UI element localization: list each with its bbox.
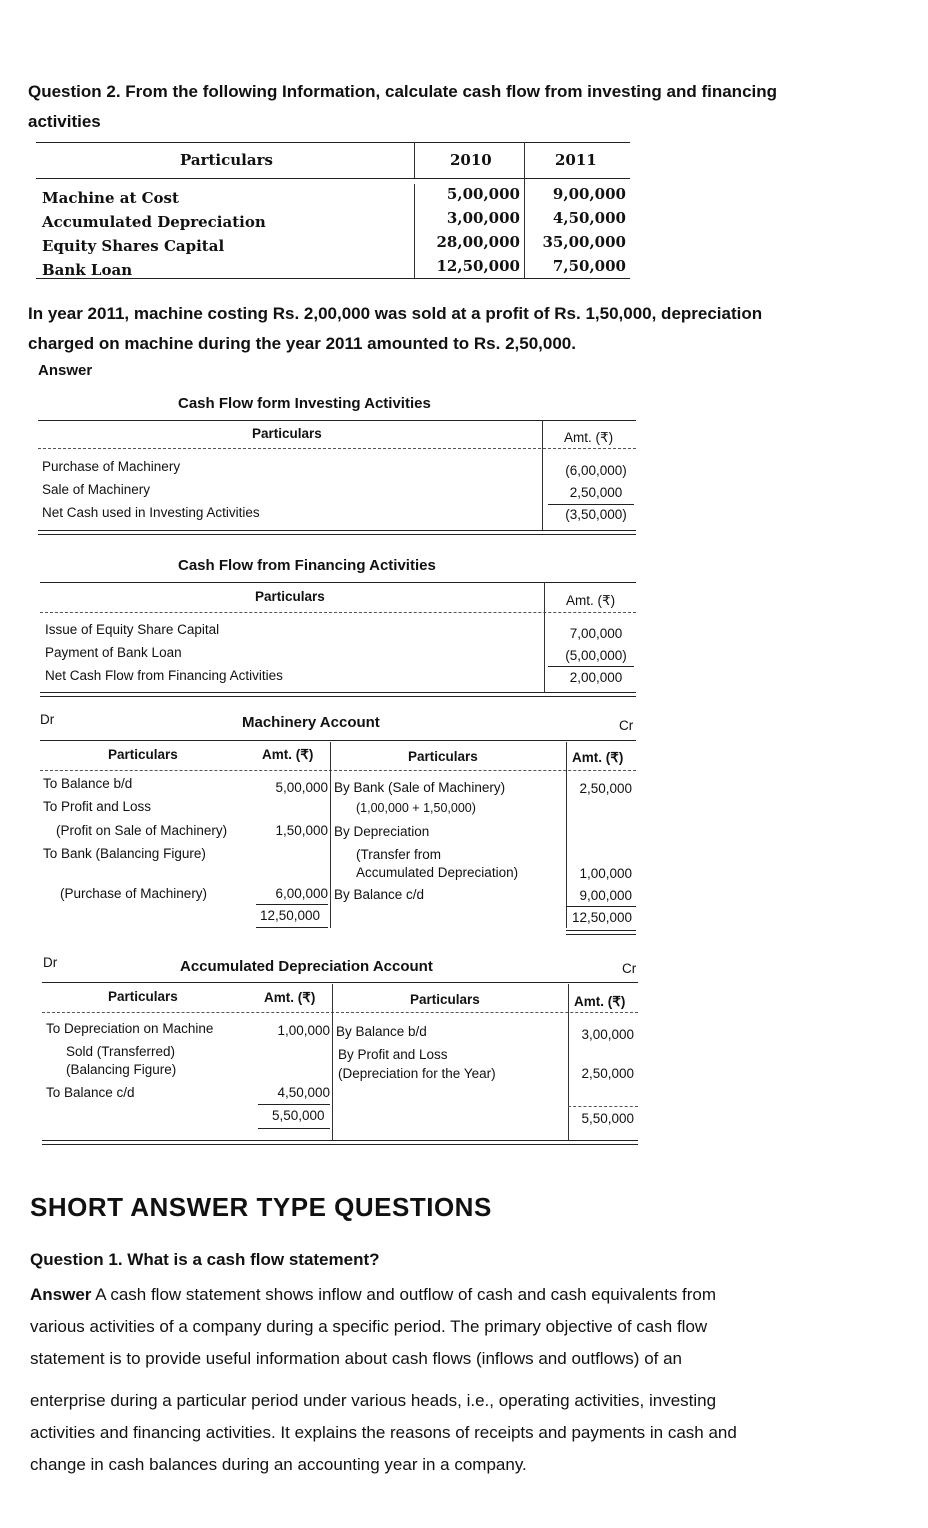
acc-dep-debit-line: Sold (Transferred) [66,1044,176,1059]
acc-dep-credit-total: 5,50,000 [581,1111,634,1126]
answer-line: statement is to provide useful information about cash flows (inflows and outflows) of an [30,1349,683,1368]
financing-col-amt: Amt. (₹) [566,593,616,608]
machinery-credit-col-particulars: Particulars [408,749,478,764]
machinery-debit-line: To Profit and Loss [43,799,152,814]
answer-line: enterprise during a particular period under various heads, i.e., operating activities, investing [30,1391,717,1410]
investing-row-amt: (6,00,000) [565,463,627,478]
machinery-credit-line: By Balance c/d [334,887,425,902]
acc-dep-credit-col-amt: Amt. (₹) [574,994,626,1009]
info-row-label: Accumulated Depreciation [42,213,266,231]
machinery-credit-line: Accumulated Depreciation) [356,865,519,880]
machinery-credit-line: (Transfer from [356,847,442,862]
financing-row-amt: 7,00,000 [569,626,623,641]
machinery-credit-amt: 9,00,000 [579,888,632,903]
short-answer-question-1: Question 1. What is a cash flow statement? [30,1250,380,1269]
acc-dep-credit-amt: 3,00,000 [581,1027,634,1042]
info-row-2010: 5,00,000 [446,185,520,203]
acc-dep-credit-line: By Balance b/d [336,1024,427,1039]
machinery-debit-line: To Balance b/d [43,776,133,791]
financing-col-particulars: Particulars [255,589,325,604]
short-answer-heading: SHORT ANSWER TYPE QUESTIONS [30,1192,492,1222]
acc-dep-credit-line: (Depreciation for the Year) [338,1066,496,1081]
acc-dep-title: Accumulated Depreciation Account [180,958,433,975]
machinery-credit-amt: 2,50,000 [579,781,632,796]
acc-dep-debit-amt: 1,00,000 [277,1023,330,1038]
acc-dep-debit-line: To Depreciation on Machine [46,1021,214,1036]
acc-dep-debit-col-particulars: Particulars [108,989,178,1004]
financing-row-label: Issue of Equity Share Capital [45,622,220,637]
investing-row-label: Sale of Machinery [42,482,151,497]
answer-label: Answer [38,362,93,379]
short-answer-paragraph [30,1279,910,1481]
info-row-2011: 4,50,000 [552,209,626,227]
acc-dep-credit-line: By Profit and Loss [338,1047,448,1062]
info-row-2010: 3,00,000 [446,209,520,227]
answer-line: activities and financing activities. It explains the reasons of receipts and payments in cash and [30,1423,737,1442]
info-row-2011: 35,00,000 [542,233,626,251]
question-2-title-cont: activities [28,112,101,131]
machinery-debit-line: (Purchase of Machinery) [60,886,208,901]
acc-dep-dr-label: Dr [43,955,58,970]
investing-row-label: Purchase of Machinery [42,459,181,474]
answer-line: various activities of a company during a specific period. The primary objective of cash flow [30,1317,708,1336]
acc-dep-credit-col-particulars: Particulars [410,992,480,1007]
machinery-debit-amt: 5,00,000 [275,780,328,795]
acc-dep-cr-label: Cr [622,961,637,976]
short-answer-answer-label: Answer [30,1285,92,1304]
investing-col-particulars: Particulars [252,426,322,441]
note-line-1: In year 2011, machine costing Rs. 2,00,000 was sold at a profit of Rs. 1,50,000, depreciation [28,304,763,323]
acc-dep-debit-line: (Balancing Figure) [66,1062,177,1077]
machinery-debit-line: To Bank (Balancing Figure) [43,846,206,861]
machinery-debit-col-amt: Amt. (₹) [262,747,314,762]
machinery-credit-amt: 1,00,000 [579,866,632,881]
acc-dep-debit-total: 5,50,000 [272,1108,325,1123]
machinery-dr-label: Dr [40,712,55,727]
investing-title: Cash Flow form Investing Activities [178,395,431,412]
machinery-debit-total: 12,50,000 [260,908,321,923]
acc-dep-debit-line: To Balance c/d [46,1085,135,1100]
financing-row-label: Net Cash Flow from Financing Activities [45,668,283,683]
answer-line: change in cash balances during an accounting year in a company. [30,1455,527,1474]
machinery-title: Machinery Account [242,714,380,731]
acc-dep-debit-col-amt: Amt. (₹) [264,990,316,1005]
investing-row-label: Net Cash used in Investing Activities [42,505,260,520]
machinery-credit-col-amt: Amt. (₹) [572,750,624,765]
machinery-credit-line: (1,00,000 + 1,50,000) [356,801,476,815]
machinery-debit-amt: 1,50,000 [275,823,328,838]
investing-col-amt: Amt. (₹) [564,430,614,445]
note-line-2: charged on machine during the year 2011 amounted to Rs. 2,50,000. [28,334,576,353]
financing-row-amt: 2,00,000 [569,670,623,685]
machinery-credit-line: By Depreciation [334,824,430,839]
info-col-2010: 2010 [450,151,492,169]
machinery-credit-total: 12,50,000 [571,910,632,925]
investing-row-amt: (3,50,000) [565,507,627,522]
info-row-label: Machine at Cost [42,189,179,207]
info-row-2011: 7,50,000 [552,257,626,275]
machinery-debit-line: (Profit on Sale of Machinery) [56,823,228,838]
question-2-title: Question 2. From the following Information, calculate cash flow from investing and financing [28,82,778,101]
info-row-label: Bank Loan [42,261,133,279]
machinery-cr-label: Cr [619,718,634,733]
info-row-2010: 12,50,000 [436,257,520,275]
machinery-debit-amt: 6,00,000 [275,886,328,901]
financing-row-label: Payment of Bank Loan [45,645,182,660]
info-row-label: Equity Shares Capital [42,237,225,255]
investing-row-amt: 2,50,000 [569,485,623,500]
info-col-2011: 2011 [555,151,597,169]
info-row-2011: 9,00,000 [552,185,626,203]
acc-dep-debit-amt: 4,50,000 [277,1085,330,1100]
machinery-debit-col-particulars: Particulars [108,747,178,762]
financing-title: Cash Flow from Financing Activities [178,557,436,574]
answer-line: A cash flow statement shows inflow and outflow of cash and cash equivalents from [91,1285,717,1304]
info-row-2010: 28,00,000 [436,233,520,251]
info-col-particulars: Particulars [180,151,273,169]
acc-dep-credit-amt: 2,50,000 [581,1066,634,1081]
machinery-credit-line: By Bank (Sale of Machinery) [334,780,506,795]
financing-row-amt: (5,00,000) [565,648,627,663]
